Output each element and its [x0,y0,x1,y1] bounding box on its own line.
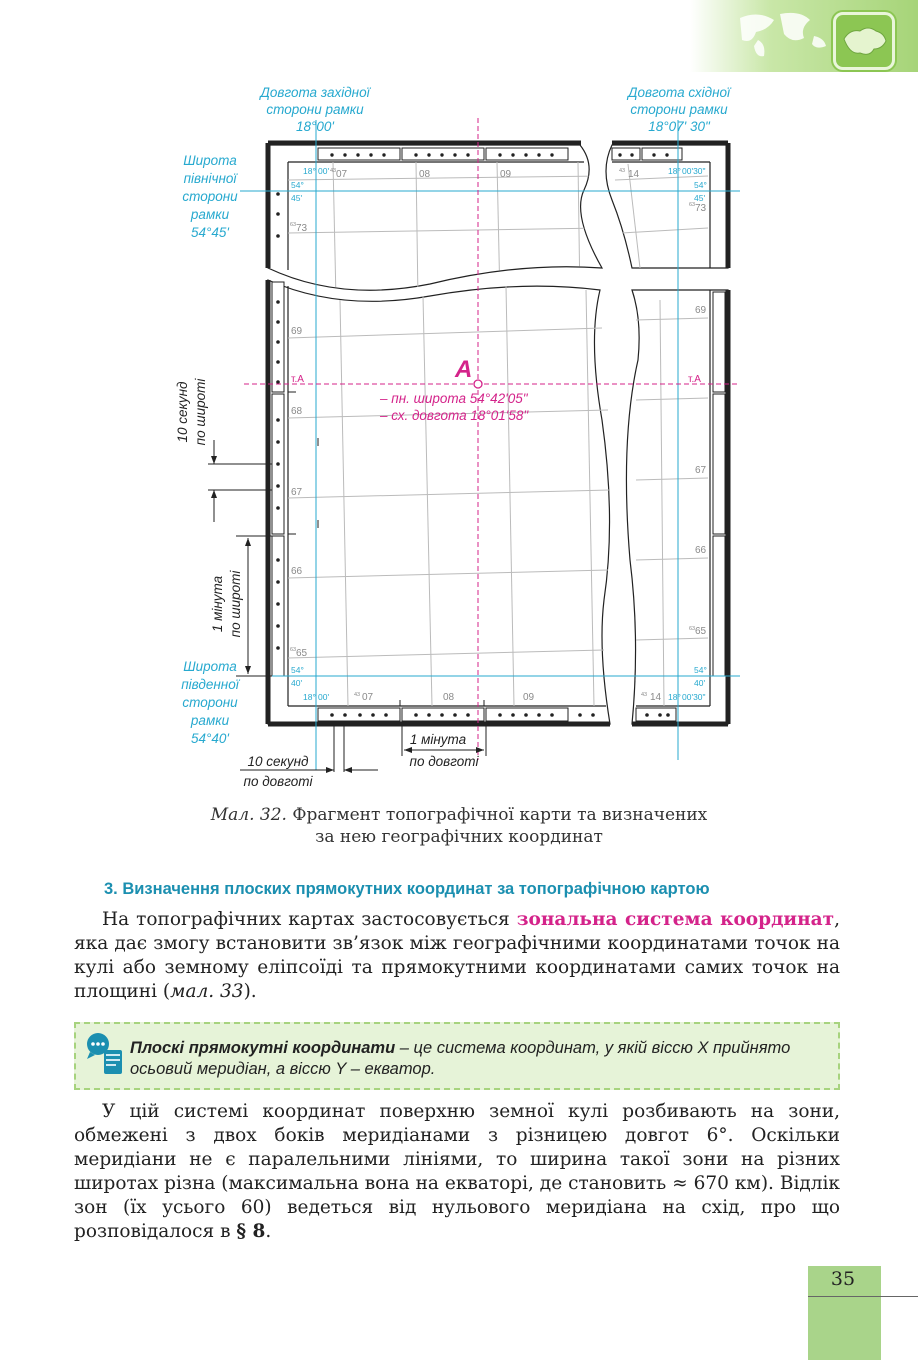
grid-y-73-right: 73 [695,203,707,214]
north-latitude-label-4: рамки [190,207,230,222]
lat-sw-min: 40' [291,678,303,688]
grid-x-09-top: 09 [500,169,512,180]
figure-caption-line-2: за нею географічних координат [315,827,603,847]
south-latitude-value: 54°40' [190,731,230,746]
para1-rest: , яка дає змогу встановити зв’язок між географічними координатами точок на кулі або земному еліпсоїді та прямокутними координатами самих точок на площині ( [74,909,841,1002]
small-index-8: 43 [641,692,648,698]
ten-sec-lon-1: 10 секунд [247,754,309,769]
grid-y-67-right: 67 [695,465,707,476]
grid-y-66-left: 66 [291,566,303,577]
grid-x-07-top: 07 [336,169,348,180]
definition-term: Плоскі прямокутні координати [130,1039,396,1057]
grid-y-66-right: 66 [695,545,707,556]
map-fragment-bottom-right [626,290,728,724]
para2-section-ref: § 8 [236,1221,266,1242]
definition-body: – це система координат, у якій віссю X прийнято осьовий меридіан, а віссю Y – екватор. [130,1039,791,1078]
corner-se-min: 00'30" [682,692,706,702]
small-index-1: 43 [330,168,337,174]
definition-text [130,1038,826,1080]
grid-y-73-left: 73 [296,223,308,234]
south-latitude-label-4: рамки [190,713,230,728]
small-index-7: 63 [689,626,696,632]
corner-ne-deg: 18° [668,166,681,176]
grid-x-08-bottom: 08 [443,692,455,703]
point-a-label: А [455,356,473,383]
grid-x-14-bottom: 14 [650,692,662,703]
map-fragment-top-right [606,143,728,268]
small-index-2: 63 [290,222,297,228]
one-min-lat-1: 1 мінута [210,575,225,633]
grid-x-08-top: 08 [419,169,431,180]
north-latitude-value: 54°45' [190,225,230,240]
point-a-longitude: – сх. довгота 18°01'58" [380,408,529,423]
definition-box [74,1022,840,1090]
grid-y-65-right: 65 [695,626,707,637]
west-longitude-value: 18°00' [295,119,335,134]
paragraph-2 [74,1100,840,1244]
east-longitude-label-2: сторони рамки [630,102,728,117]
ten-sec-lat-1: 10 секунд [175,381,190,443]
lat-ne-min: 45' [694,193,706,203]
one-min-lon-1: 1 мінута [409,732,467,747]
corner-ne-min: 00'30" [682,166,706,176]
point-a-latitude: – пн. широта 54°42'05" [380,391,528,406]
paragraph-1 [74,908,840,1004]
east-longitude-label-1: Довгота східної [627,85,731,100]
para1-end: ). [243,981,257,1002]
ten-sec-lat-2: по широті [193,378,208,446]
corner-sw-deg: 18° [303,692,316,702]
one-min-lon-2: по довготі [409,754,479,769]
corner-se-deg: 18° [668,692,681,702]
map-fragment-main [268,280,610,724]
small-index-6: 43 [354,692,361,698]
para2-end: . [265,1221,272,1242]
corner-nw-deg: 18° [303,166,316,176]
point-a-tag-right: т.А [688,374,701,385]
corner-sw-min: 00' [318,692,330,702]
chat-book-icon [84,1032,124,1078]
grid-y-65-left: 65 [296,648,308,659]
south-latitude-label-3: сторони [182,695,238,710]
corner-nw-min: 00' [318,166,330,176]
page-number-rule [808,1296,918,1297]
west-longitude-label-1: Довгота західної [260,85,370,100]
grid-x-07-bottom: 07 [362,692,374,703]
figure-caption [0,804,918,826]
para1-intro: На топографічних картах застосовується [102,909,510,930]
section-title: 3. Визначення плоских прямокутних координат за топографічною картою [104,880,710,898]
para1-term: зональна система координат [516,909,835,930]
north-latitude-label-3: сторони [182,189,238,204]
east-longitude-value: 18°07' 30" [648,119,710,134]
grid-x-09-bottom: 09 [523,692,535,703]
caption-label: Мал. 32. [210,805,287,825]
south-latitude-label-1: Широта [183,659,237,674]
lat-sw-deg: 54° [291,665,304,675]
lat-nw-deg: 54° [291,180,304,190]
grid-x-14-top: 14 [628,169,640,180]
north-latitude-label-1: Широта [183,153,237,168]
small-index-3: 43 [619,168,626,174]
south-latitude-label-2: південної [181,677,239,692]
para2-text: У цій системі координат поверхню земної кулі розбивають на зони, обмежені з двох боків меридіанами з різницею довгот 6°. Оскільки меридіани не є паралельними лініями, то ширина такої зони на різних широтах різна (максимальна вона на екваторі, де становить ≈ 670 км). Відлік зон (їх усього 60) ведеться від нульового меридіана на схід, про що розповідалося в [74,1101,840,1242]
one-min-lat-2: по широті [228,570,243,638]
ten-sec-lon-2: по довготі [243,774,313,789]
grid-y-68-left: 68 [291,406,303,417]
point-a-tag-left: т.А [291,374,304,385]
small-index-5: 63 [290,647,297,653]
page-number: 35 [830,1268,856,1290]
para1-ref: мал. 33 [170,981,244,1002]
lat-ne-deg: 54° [694,180,707,190]
caption-line-1: Фрагмент топографічної карти та визначених [292,805,708,825]
grid-y-69-right: 69 [695,305,707,316]
point-a-marker [474,380,482,388]
lat-se-min: 40' [694,678,706,688]
west-longitude-label-2: сторони рамки [266,102,364,117]
grid-y-67-left: 67 [291,487,303,498]
lat-se-deg: 54° [694,665,707,675]
lat-nw-min: 45' [291,193,303,203]
small-index-4: 63 [689,202,696,208]
north-latitude-label-2: північної [183,171,237,186]
grid-y-69-left: 69 [291,326,303,337]
